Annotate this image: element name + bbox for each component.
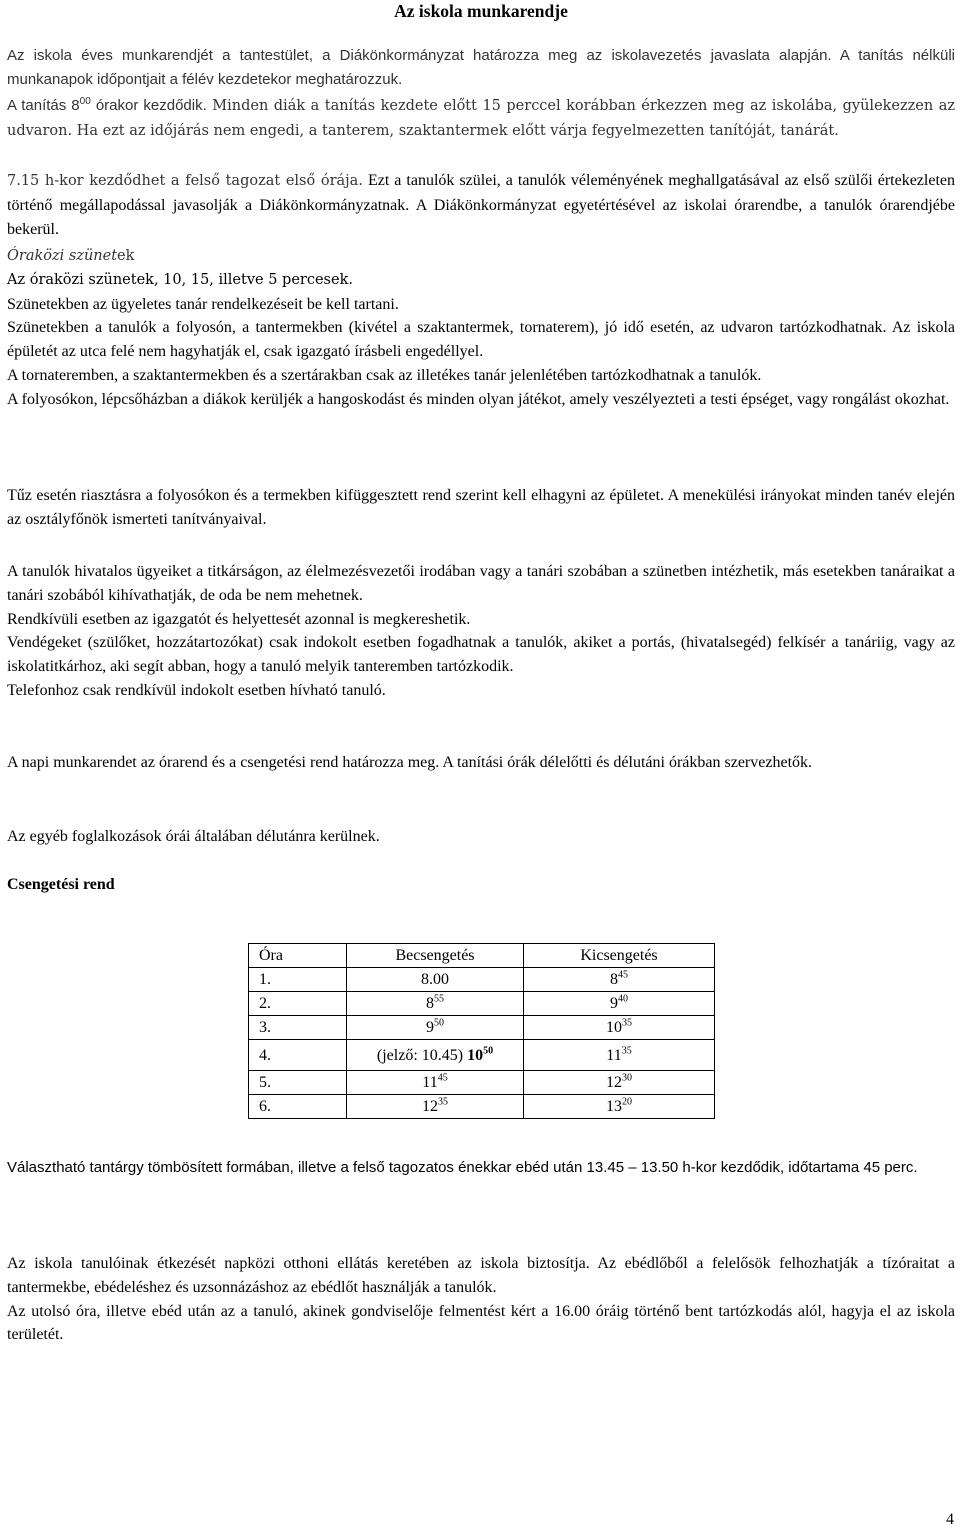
- bell-schedule-title: Csengetési rend: [7, 876, 115, 893]
- header-becsengetes: Becsengetés: [347, 944, 524, 968]
- intro-paragraph: [7, 44, 955, 92]
- gym-rule-text: A tornateremben, a szaktantermekben és a szertárakban csak az illetékes tanár jelenlétében tartózkodhatnak a tanulók.: [7, 366, 762, 384]
- bell-in-time: (jelző: 10.45) $10^{50}$: [347, 1040, 524, 1071]
- leaving-school-text: Az utolsó óra, illetve ebéd után az a tanuló, akinek gondviselője felmentést kért a 16.00 óráig történő bent tartózkodás alól, hagyja el az iskola területét.: [7, 1302, 955, 1344]
- bell-out-time: $12^{30}$: [524, 1071, 715, 1095]
- daily-schedule-paragraph: [7, 751, 955, 775]
- breaks-heading: Óraközi szünetek: [7, 248, 135, 264]
- table-header-row: [249, 944, 715, 968]
- bell-in-time: $9^{50}$: [347, 1016, 524, 1040]
- meals-section: [7, 1252, 955, 1347]
- period-number: 6.: [249, 1095, 347, 1119]
- table-row: [249, 1071, 715, 1095]
- bell-out-time: $9^{40}$: [524, 992, 715, 1016]
- fire-paragraph: [7, 484, 955, 532]
- bell-out-time: $10^{35}$: [524, 1016, 715, 1040]
- table-row: [249, 992, 715, 1016]
- other-activities-text: Az egyéb foglalkozások órái általában délutánra kerülnek.: [7, 828, 380, 845]
- elective-paragraph: [7, 1155, 955, 1180]
- bell-in-time: 8.00: [347, 968, 524, 992]
- document-page: [7, 0, 955, 22]
- upper-grade-paragraph: [7, 169, 955, 243]
- bell-in-time: $8^{55}$: [347, 992, 524, 1016]
- page-title: Az iskola munkarendje: [394, 1, 568, 21]
- parents-proposal-text: Ezt a tanulók szülei, a tanulók véleményének meghallgatásával az első szülői értekezleten történő megállapodással javasolják a Diákönkormányzatnak. A Diákönkormányzat egyetértésével az iskolai órarendbe, a tanulók órarendjébe bekerül.: [7, 172, 955, 238]
- period-number: 4.: [249, 1040, 347, 1071]
- page-number: 4: [946, 1511, 954, 1528]
- bell-in-time: $12^{35}$: [347, 1095, 524, 1119]
- other-activities-paragraph: [7, 825, 955, 849]
- bell-schedule-table: [248, 943, 715, 1119]
- period-number: 2.: [249, 992, 347, 1016]
- bell-out-time: $13^{20}$: [524, 1095, 715, 1119]
- corridor-rule-text: A folyosókon, lépcsőházban a diákok kerüljék a hangoskodást és minden olyan játékot, amely veszélyezteti a testi épséget, vagy rongálást okozhat.: [7, 390, 950, 408]
- period-number: 1.: [249, 968, 347, 992]
- breaks-location-text: Szünetekben a tanulók a folyosón, a tantermekben (kivétel a szaktantermek, tornaterem), jó idő esetén, az udvaron tartózkodhatnak. Az iskola épületét az utca felé nem hagyhatják el, csak igazgató írásbeli engedéllyel.: [7, 319, 955, 361]
- daily-schedule-text: A napi munkarendet az órarend és a csengetési rend határozza meg. A tanítási órák délelőtti és délutáni órákban szervezhetők.: [7, 754, 813, 771]
- annual-schedule-text: Az iskola éves munkarendjét a tantestület, a Diákönkormányzat határozza meg az iskolavezetés javaslata alapján. A tanítás nélküli munkanapok időpontjait a félév kezdetekor meghatározzuk.: [7, 47, 955, 88]
- table-row: [249, 1040, 715, 1071]
- period-number: 5.: [249, 1071, 347, 1095]
- period-number: 3.: [249, 1016, 347, 1040]
- fire-text: Tűz esetén riasztásra a folyosókon és a termekben kifüggesztett rend szerint kell elhagyni az épületet. A menekülési irányokat minden tanév elején az osztályfőnök ismerteti tanítványaival.: [7, 487, 955, 528]
- duty-teacher-text: Szünetekben az ügyeletes tanár rendelkezéseit be kell tartani.: [7, 295, 399, 313]
- start-time-paragraph: [7, 94, 955, 143]
- bell-out-time: $11^{35}$: [524, 1040, 715, 1071]
- telephone-text: Telefonhoz csak rendkívül indokolt esetben hívható tanuló.: [7, 681, 386, 699]
- official-matters-text: A tanulók hivatalos ügyeiket a titkárságon, az élelmezésvezetői irodában vagy a tanári szobában a szünetben intézhetik, más esetekben tanáraikat a tanári szobából kihívathatják, de oda be nem mehetnek.: [7, 563, 955, 604]
- elective-text: Választható tantárgy tömbösített formában, illetve a felső tagozatos énekkar ebéd után 13.45 – 13.50 h-kor kezdődik, időtartama 45 perc.: [7, 1159, 918, 1176]
- meals-text: Az iskola tanulóinak étkezését napközi otthoni ellátás keretében az iskola biztosítja. Az ebédlőből a felelősök felhozhatják a tízóraitat a tantermekbe, ebédeléshez és uzsonnázáshoz az ebédlőt használják a tanulók.: [7, 1255, 955, 1296]
- table-row: [249, 1095, 715, 1119]
- office-section: [7, 560, 955, 703]
- breaks-section: [7, 244, 955, 412]
- bell-out-time: $8^{45}$: [524, 968, 715, 992]
- bell-section-heading: [7, 873, 955, 897]
- arrival-text: Minden diák a tanítás kezdete előtt 15 perccel korábban érkezzen meg az iskolába, gyülekezzen az udvaron.: [7, 98, 955, 139]
- weather-text: Ha ezt az időjárás nem engedi, a tanterem, szaktantermek előtt várja fegyelmezetten tanítóját, tanárát.: [72, 122, 839, 139]
- upper-grade-text: 7.15 h-kor kezdődhet a felső tagozat első órája.: [7, 173, 363, 189]
- visitors-text: Vendégeket (szülőket, hozzátartozókat) csak indokolt esetben fogadhatnak a tanulók, akiket a portás, (hivatalsegéd) felkísér a tanáriig, vagy az iskolatitkárhoz, aki segít abban, hogy a tanuló melyik tanteremben tartózkodik.: [7, 634, 955, 676]
- table-row: [249, 968, 715, 992]
- principal-text: Rendkívüli esetben az igazgatót és helyettesét azonnal is megkereshetik.: [7, 610, 471, 628]
- start-time-text: A tanítás $8^{00}$ órakor kezdődik.: [7, 96, 207, 114]
- header-kicsengetes: Kicsengetés: [524, 944, 715, 968]
- header-ora: Óra: [249, 944, 347, 968]
- breaks-length-text: Az óraközi szünetek, 10, 15, illetve 5 percesek.: [7, 271, 353, 288]
- table-row: [249, 1016, 715, 1040]
- bell-in-time: $11^{45}$: [347, 1071, 524, 1095]
